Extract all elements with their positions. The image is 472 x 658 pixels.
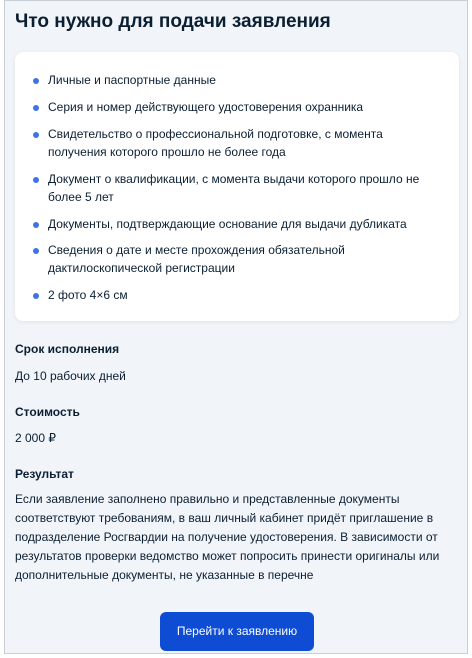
page-title: Что нужно для подачи заявления bbox=[15, 11, 331, 32]
bullet-icon bbox=[33, 248, 39, 254]
bullet-icon bbox=[33, 105, 39, 111]
cost-value: 2 000 ₽ bbox=[15, 431, 56, 445]
list-item-text: Сведения о дате и месте прохождения обязательной дактилоскопической регистрации bbox=[48, 243, 345, 275]
bullet-icon bbox=[33, 222, 39, 228]
result-label: Результат bbox=[15, 467, 74, 481]
deadline-label: Срок исполнения bbox=[15, 342, 120, 356]
list-item-text: Личные и паспортные данные bbox=[48, 73, 216, 87]
result-description: Если заявление заполнено правильно и представленные документы соответствуют требованиям, в ваш личный кабинет придёт приглашение в подразделение Росгвардии на получение удостоверения. В зависимости от результатов проверки ведомство может попросить принести оригиналы или дополнительные документы, не указанные в перечне bbox=[15, 492, 440, 582]
bullet-icon bbox=[33, 293, 39, 299]
list-item-text: Серия и номер действующего удостоверения охранника bbox=[48, 100, 364, 114]
list-item-text: 2 фото 4×6 см bbox=[48, 288, 128, 302]
bullet-icon bbox=[33, 78, 39, 84]
list-item-text: Документ о квалификации, с момента выдачи которого прошло не более 5 лет bbox=[48, 172, 420, 204]
list-item-text: Свидетельство о профессиональной подготовке, с момента получения которого прошло не более года bbox=[48, 127, 383, 159]
list-item-text: Документы, подтверждающие основание для выдачи дубликата bbox=[48, 217, 407, 231]
application-info-panel bbox=[4, 0, 468, 654]
deadline-value: До 10 рабочих дней bbox=[15, 369, 126, 383]
bullet-icon bbox=[33, 132, 39, 138]
requirements-card bbox=[15, 52, 459, 321]
go-to-application-button[interactable]: Перейти к заявлению bbox=[160, 612, 314, 651]
bullet-icon bbox=[33, 177, 39, 183]
cost-label: Стоимость bbox=[15, 405, 80, 419]
